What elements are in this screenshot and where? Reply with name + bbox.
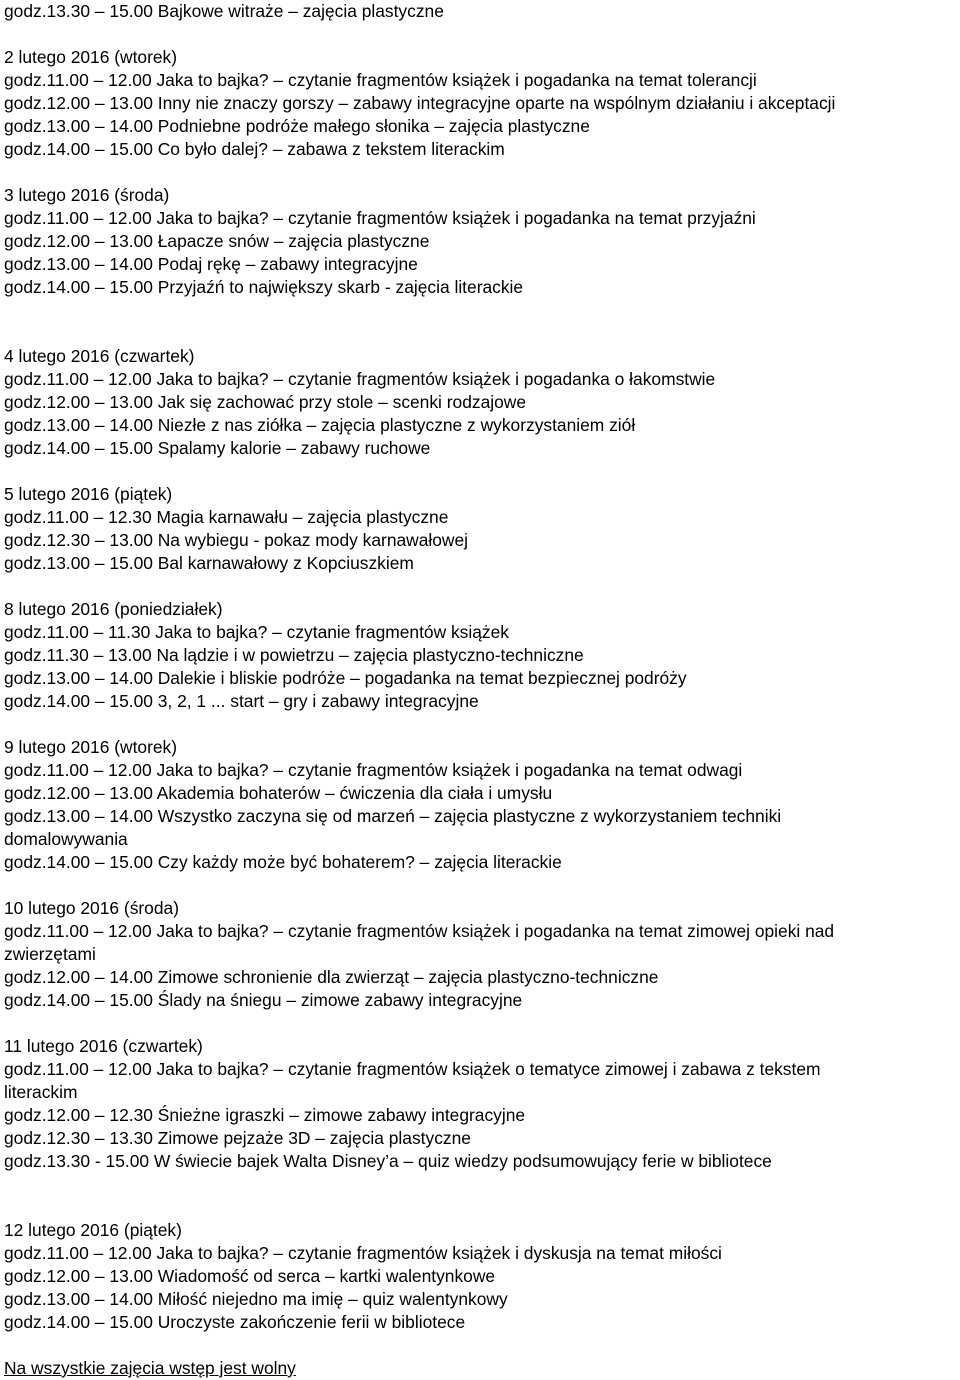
schedule-line: godz.14.00 – 15.00 Czy każdy może być bohaterem? – zajęcia literackie (4, 852, 562, 872)
schedule-line: godz.13.00 – 14.00 Podniebne podróże małego słonika – zajęcia plastyczne (4, 116, 590, 136)
schedule-line: godz.14.00 – 15.00 Co było dalej? – zabawa z tekstem literackim (4, 139, 505, 159)
spacer (4, 713, 956, 736)
schedule-line: godz.13.30 – 15.00 Bajkowe witraże – zajęcia plastyczne (4, 1, 444, 21)
day-heading: 11 lutego 2016 (czwartek) (4, 1036, 203, 1056)
schedule-line: godz.12.30 – 13.00 Na wybiegu - pokaz mody karnawałowej (4, 530, 469, 550)
schedule-line: godz.14.00 – 15.00 Uroczyste zakończenie ferii w bibliotece (4, 1312, 466, 1332)
schedule-line: godz.13.00 – 14.00 Niezłe z nas ziółka – zajęcia plastyczne z wykorzystaniem ziół (4, 415, 636, 435)
schedule-line: godz.11.00 – 12.00 Jaka to bajka? – czytanie fragmentów książek o tematyce zimowej i zabawa z tekstem (4, 1059, 821, 1079)
schedule-line: godz.11.00 – 12.00 Jaka to bajka? – czytanie fragmentów książek i pogadanka na temat zimowej opieki nad (4, 921, 835, 941)
schedule-line: godz.12.30 – 13.30 Zimowe pejzaże 3D – zajęcia plastyczne (4, 1128, 471, 1148)
schedule-line: godz.11.30 – 13.00 Na lądzie i w powietrzu – zajęcia plastyczno-techniczne (4, 645, 584, 665)
schedule-line: godz.14.00 – 15.00 Spalamy kalorie – zabawy ruchowe (4, 438, 431, 458)
schedule-line: godz.14.00 – 15.00 Ślady na śniegu – zimowe zabawy integracyjne (4, 990, 523, 1010)
spacer (4, 299, 956, 345)
schedule-line: godz.12.00 – 14.00 Zimowe schronienie dla zwierząt – zajęcia plastyczno-techniczne (4, 967, 659, 987)
spacer (4, 161, 956, 184)
schedule-line: godz.13.00 – 15.00 Bal karnawałowy z Kopciuszkiem (4, 553, 414, 573)
schedule-line: godz.11.00 – 12.00 Jaka to bajka? – czytanie fragmentów książek i pogadanka o łakomstwie (4, 369, 716, 389)
schedule-line: godz.13.30 - 15.00 W świecie bajek Walta Disney’a – quiz wiedzy podsumowujący ferie w bibliotece (4, 1151, 772, 1171)
schedule-line: godz.12.00 – 13.00 Jak się zachować przy stole – scenki rodzajowe (4, 392, 527, 412)
schedule-line: godz.12.00 – 13.00 Łapacze snów – zajęcia plastyczne (4, 231, 430, 251)
schedule-line-continuation: domalowywania (4, 829, 128, 849)
schedule-line: godz.13.00 – 14.00 Wszystko zaczyna się od marzeń – zajęcia plastyczne z wykorzystaniem techniki (4, 806, 782, 826)
schedule-line: godz.13.00 – 14.00 Miłość niejedno ma imię – quiz walentynkowy (4, 1289, 508, 1309)
schedule-line: godz.14.00 – 15.00 3, 2, 1 ... start – gry i zabawy integracyjne (4, 691, 479, 711)
schedule-line: godz.11.00 – 12.30 Magia karnawału – zajęcia plastyczne (4, 507, 449, 527)
day-heading: 12 lutego 2016 (piątek) (4, 1220, 182, 1240)
day-heading: 9 lutego 2016 (wtorek) (4, 737, 178, 757)
schedule-line: godz.11.00 – 12.00 Jaka to bajka? – czytanie fragmentów książek i pogadanka na temat odwagi (4, 760, 743, 780)
schedule-line-continuation: zwierzętami (4, 944, 96, 964)
schedule-line: godz.13.00 – 14.00 Dalekie i bliskie podróże – pogadanka na temat bezpiecznej podróży (4, 668, 687, 688)
schedule-line: godz.12.00 – 13.00 Akademia bohaterów – ćwiczenia dla ciała i umysłu (4, 783, 553, 803)
schedule-line: godz.12.00 – 13.00 Inny nie znaczy gorszy – zabawy integracyjne oparte na wspólnym działaniu i akceptacji (4, 93, 836, 113)
schedule-line: godz.12.00 – 13.00 Wiadomość od serca – kartki walentynkowe (4, 1266, 496, 1286)
schedule-line: godz.14.00 – 15.00 Przyjaźń to największy skarb - zajęcia literackie (4, 277, 524, 297)
spacer (4, 1334, 956, 1357)
spacer (4, 460, 956, 483)
spacer (4, 1173, 956, 1219)
schedule-line: godz.13.00 – 14.00 Podaj rękę – zabawy integracyjne (4, 254, 418, 274)
day-heading: 10 lutego 2016 (środa) (4, 898, 179, 918)
day-heading: 5 lutego 2016 (piątek) (4, 484, 173, 504)
schedule-line-continuation: literackim (4, 1082, 78, 1102)
schedule-line: godz.11.00 – 12.00 Jaka to bajka? – czytanie fragmentów książek i pogadanka na temat przyjaźni (4, 208, 756, 228)
spacer (4, 23, 956, 46)
spacer (4, 575, 956, 598)
spacer (4, 874, 956, 897)
day-heading: 4 lutego 2016 (czwartek) (4, 346, 195, 366)
schedule-line: godz.11.00 – 12.00 Jaka to bajka? – czytanie fragmentów książek i dyskusja na temat miłości (4, 1243, 722, 1263)
spacer (4, 1012, 956, 1035)
schedule-line: godz.11.00 – 12.00 Jaka to bajka? – czytanie fragmentów książek i pogadanka na temat tolerancji (4, 70, 757, 90)
day-heading: 3 lutego 2016 (środa) (4, 185, 170, 205)
schedule-line: godz.12.00 – 12.30 Śnieżne igraszki – zimowe zabawy integracyjne (4, 1105, 526, 1125)
day-heading: 2 lutego 2016 (wtorek) (4, 47, 178, 67)
document-page (4, 0, 956, 1380)
day-heading: 8 lutego 2016 (poniedziałek) (4, 599, 223, 619)
schedule-line: godz.11.00 – 11.30 Jaka to bajka? – czytanie fragmentów książek (4, 622, 509, 642)
footer-note: Na wszystkie zajęcia wstęp jest wolny (4, 1358, 296, 1378)
